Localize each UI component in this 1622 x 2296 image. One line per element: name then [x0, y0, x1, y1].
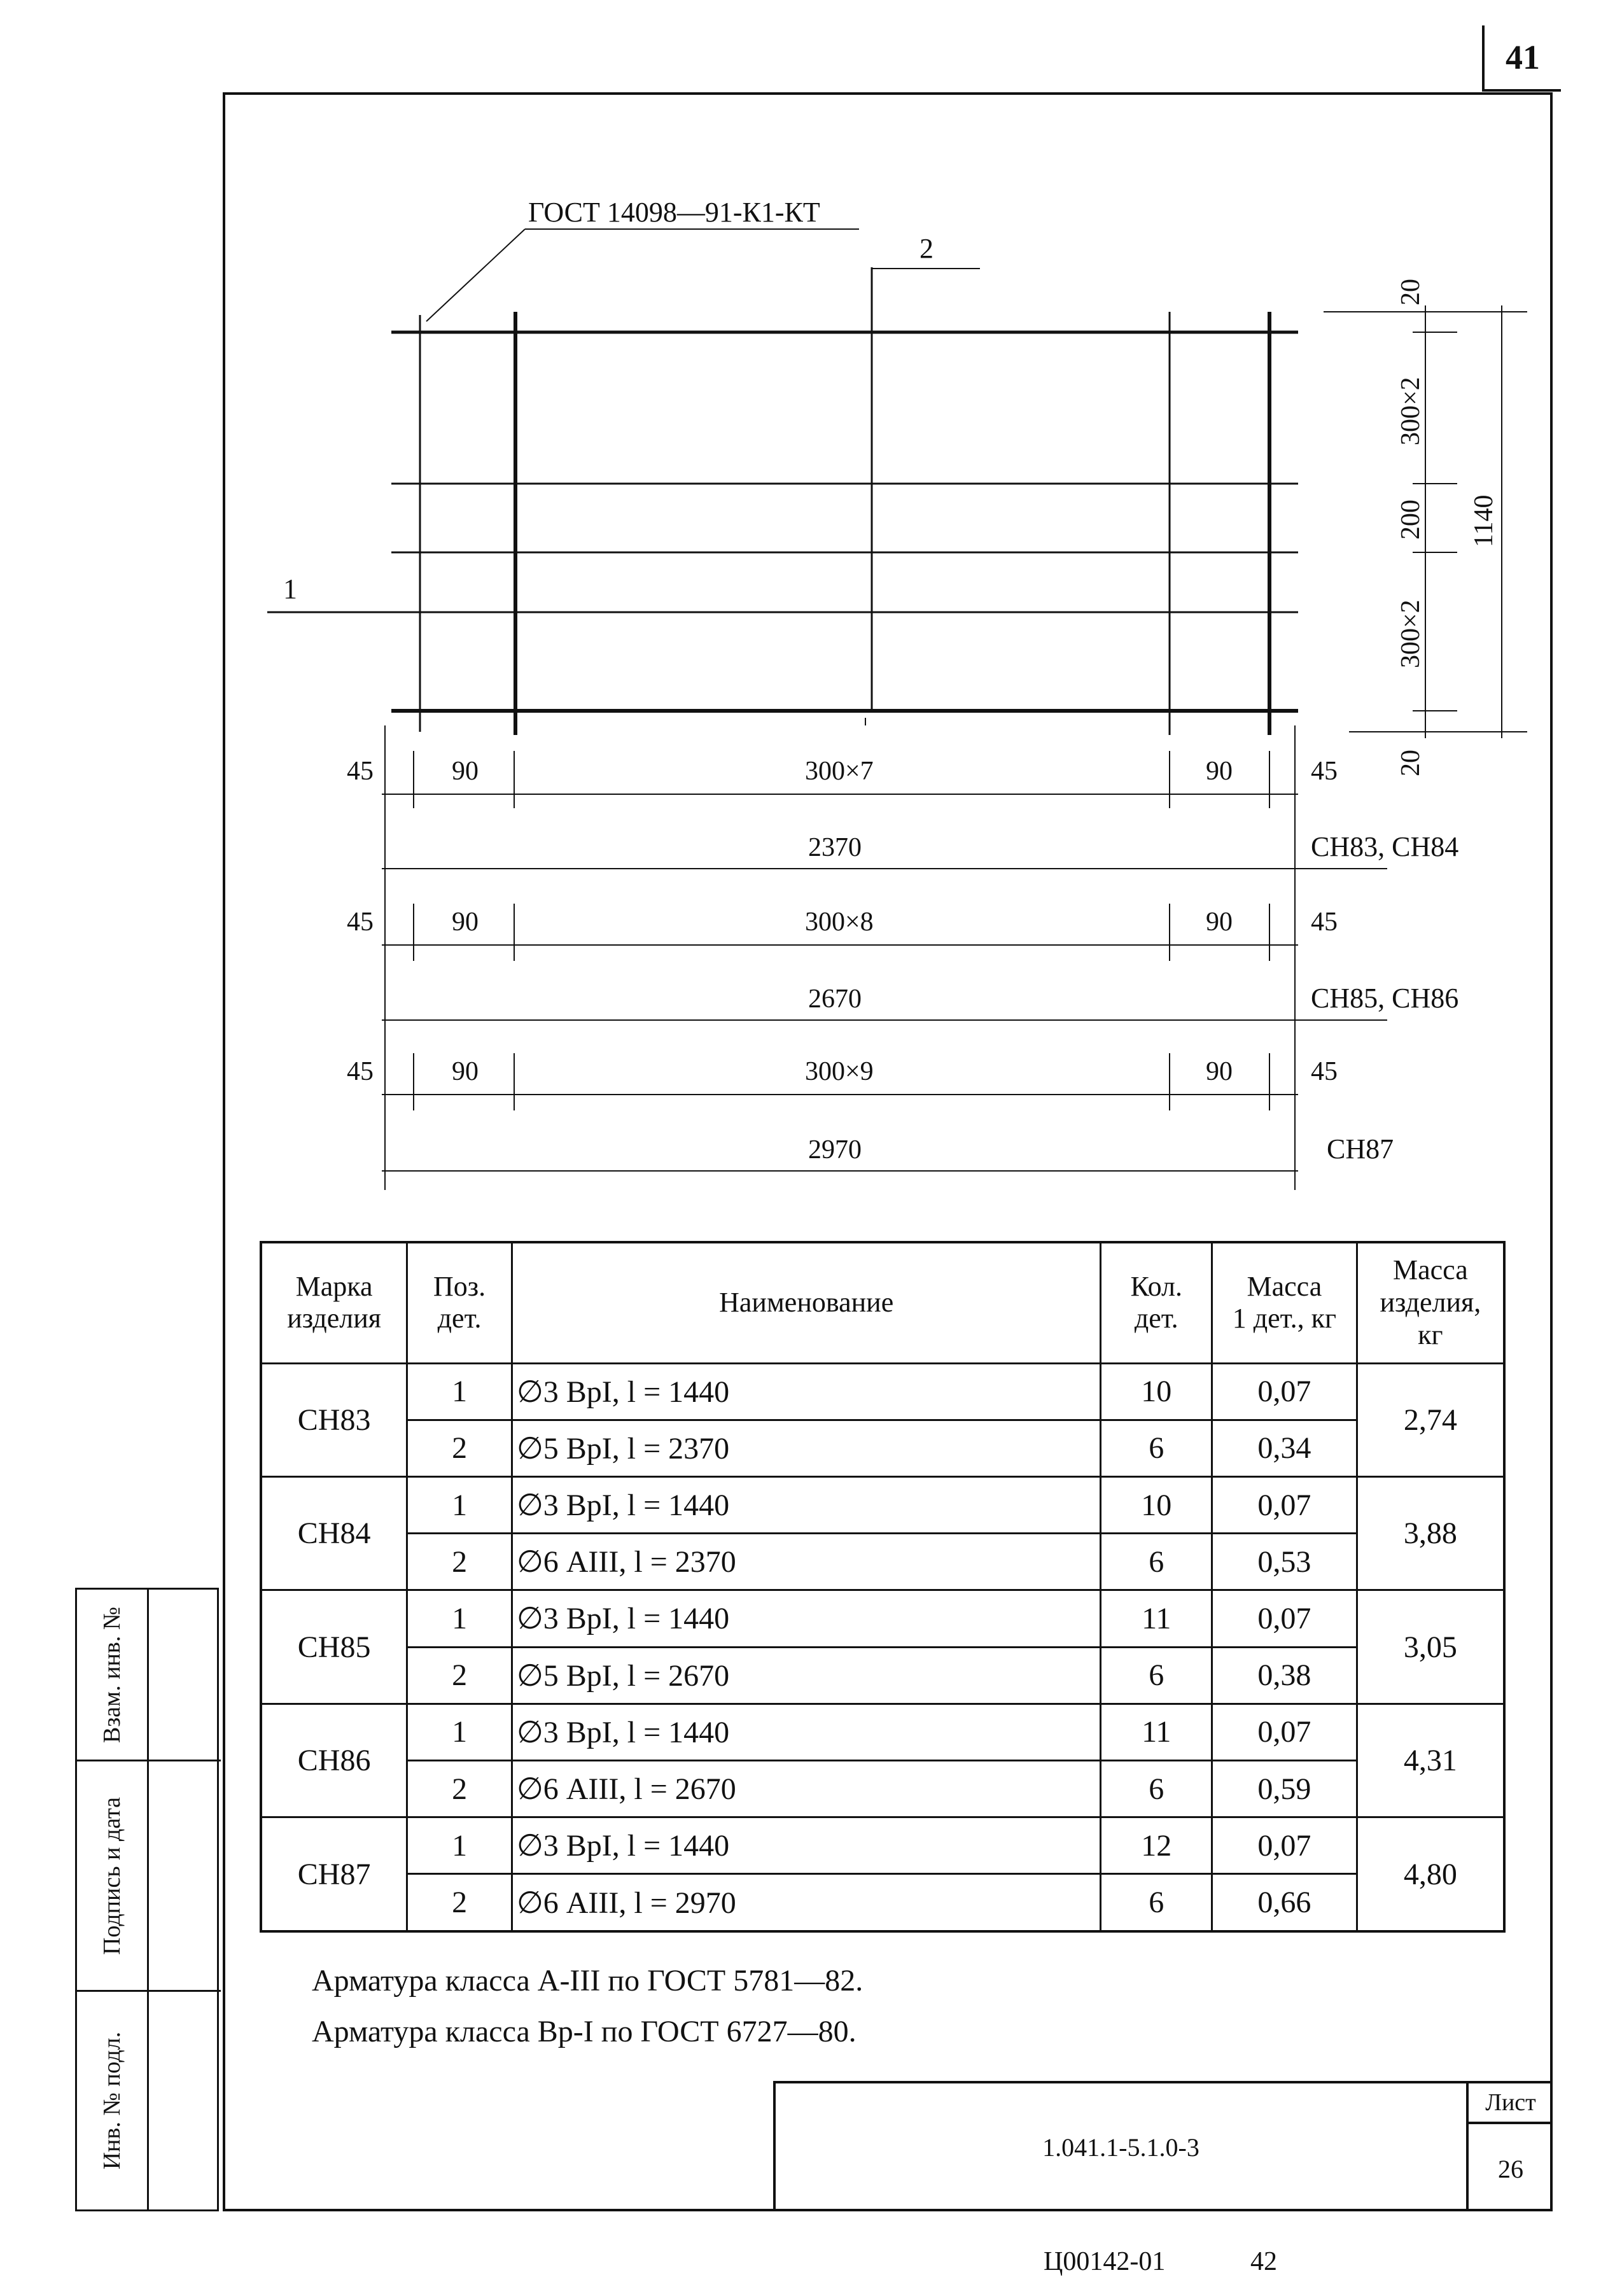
- side-row-signature: [77, 1761, 221, 1992]
- dim-row-2-marks: СН85, СН86: [1311, 983, 1459, 1014]
- footer-page: 42: [1250, 2247, 1277, 2276]
- dim-row-2-side-right: 90: [1206, 907, 1233, 937]
- dim-row-3-side-right: 90: [1206, 1057, 1233, 1086]
- dim-row-3-edge-left: 45: [347, 1057, 374, 1086]
- dim-top-gap: 20: [1396, 279, 1425, 305]
- dim-span-a: 300×2: [1396, 377, 1425, 445]
- page-number: 41: [1482, 25, 1561, 92]
- dim-row-3-middle: 300×9: [805, 1057, 874, 1086]
- sheet-box: [1466, 2083, 1553, 2211]
- dim-row-3-marks: СН87: [1327, 1133, 1394, 1165]
- dim-span-b: 300×2: [1396, 599, 1425, 668]
- header-mark: Марка изделия: [261, 1242, 407, 1363]
- dim-row-2-middle: 300×8: [805, 907, 874, 937]
- product-mark: СН83: [261, 1363, 407, 1476]
- side-label-signature: Подпись и дата: [99, 1796, 125, 1955]
- dim-row-1-side-left: 90: [452, 757, 479, 786]
- side-label-replaced: Взам. инв. №: [99, 1606, 125, 1743]
- product-mark: СН86: [261, 1704, 407, 1817]
- dim-row-1-side-right: 90: [1206, 757, 1233, 786]
- dim-row-1-edge-left: 45: [347, 757, 374, 786]
- dim-row-1-total: 2370: [808, 833, 862, 862]
- table-row: СН87 1 ∅3 ВрI, l = 1440 12 0,07 4,80: [261, 1817, 1504, 1874]
- dim-row-2-side-left: 90: [452, 907, 479, 937]
- product-mass: 4,80: [1357, 1817, 1504, 1931]
- dim-mid: 200: [1396, 500, 1425, 540]
- table-header-row: [261, 1242, 1504, 1363]
- table-row: 2 ∅6 АIII, l = 2670 6 0,59: [261, 1761, 1504, 1817]
- dim-row-2-edge-right: 45: [1311, 907, 1338, 937]
- sheet-label: Лист: [1469, 2083, 1553, 2124]
- dim-row-3-total: 2970: [808, 1135, 862, 1165]
- table-row: 2 ∅5 ВрI, l = 2370 6 0,34: [261, 1420, 1504, 1476]
- header-name: Наименование: [512, 1242, 1100, 1363]
- position-2-label: 2: [919, 233, 933, 264]
- header-mass-total: Масса изделия, кг: [1357, 1242, 1504, 1363]
- dim-bottom-gap: 20: [1396, 750, 1425, 776]
- product-mark: СН84: [261, 1476, 407, 1590]
- document-code: 1.041.1-5.1.0-3: [1042, 2133, 1199, 2162]
- table-row: 2 ∅6 АIII, l = 2370 6 0,53: [261, 1534, 1504, 1590]
- product-mark: СН87: [261, 1817, 407, 1931]
- note-bp1: Арматура класса Вр-I по ГОСТ 6727—80.: [312, 2015, 856, 2048]
- table-row: СН86 1 ∅3 ВрI, l = 1440 11 0,07 4,31: [261, 1704, 1504, 1760]
- dim-row-1-middle: 300×7: [805, 757, 874, 786]
- dim-row-1-marks: СН83, СН84: [1311, 831, 1459, 862]
- dim-row-1-edge-right: 45: [1311, 757, 1338, 786]
- dim-row-3: [347, 1057, 1394, 1165]
- side-label-inventory: Инв. № подл.: [99, 2031, 125, 2170]
- header-pos: Поз. дет.: [407, 1242, 512, 1363]
- product-mass: 2,74: [1357, 1363, 1504, 1476]
- side-row-replaced: [77, 1590, 221, 1761]
- side-row-inventory: [77, 1992, 221, 2209]
- leader-gost-label: ГОСТ 14098—91-К1-КТ: [528, 197, 820, 228]
- dim-total-height: 1140: [1469, 494, 1499, 547]
- dim-row-3-side-left: 90: [452, 1057, 479, 1086]
- table-row: СН84 1 ∅3 ВрI, l = 1440 10 0,07 3,88: [261, 1476, 1504, 1533]
- position-1-label: 1: [283, 573, 297, 605]
- product-mark: СН85: [261, 1590, 407, 1704]
- product-mass: 3,05: [1357, 1590, 1504, 1704]
- table-row: 2 ∅5 ВрI, l = 2670 6 0,38: [261, 1647, 1504, 1704]
- footer-code: Ц00142-01: [1044, 2247, 1166, 2276]
- header-mass-one: Масса 1 дет., кг: [1212, 1242, 1357, 1363]
- table-row: СН85 1 ∅3 ВрI, l = 1440 11 0,07 3,05: [261, 1590, 1504, 1647]
- title-block: [773, 2081, 1553, 2211]
- header-qty: Кол. дет.: [1101, 1242, 1212, 1363]
- product-mass: 4,31: [1357, 1704, 1504, 1817]
- dim-row-2-total: 2670: [808, 984, 862, 1014]
- product-mass: 3,88: [1357, 1476, 1504, 1590]
- note-a3: Арматура класса А-III по ГОСТ 5781—82.: [312, 1964, 863, 1998]
- specification-table: [260, 1241, 1506, 1933]
- table-row: 2 ∅6 АIII, l = 2970 6 0,66: [261, 1874, 1504, 1931]
- table-row: СН83 1 ∅3 ВрI, l = 1440 10 0,07 2,74: [261, 1363, 1504, 1420]
- sheet-value: 26: [1498, 2155, 1523, 2183]
- dim-row-2-edge-left: 45: [347, 907, 374, 937]
- side-stamp: [75, 1588, 219, 2211]
- dim-row-3-edge-right: 45: [1311, 1057, 1338, 1086]
